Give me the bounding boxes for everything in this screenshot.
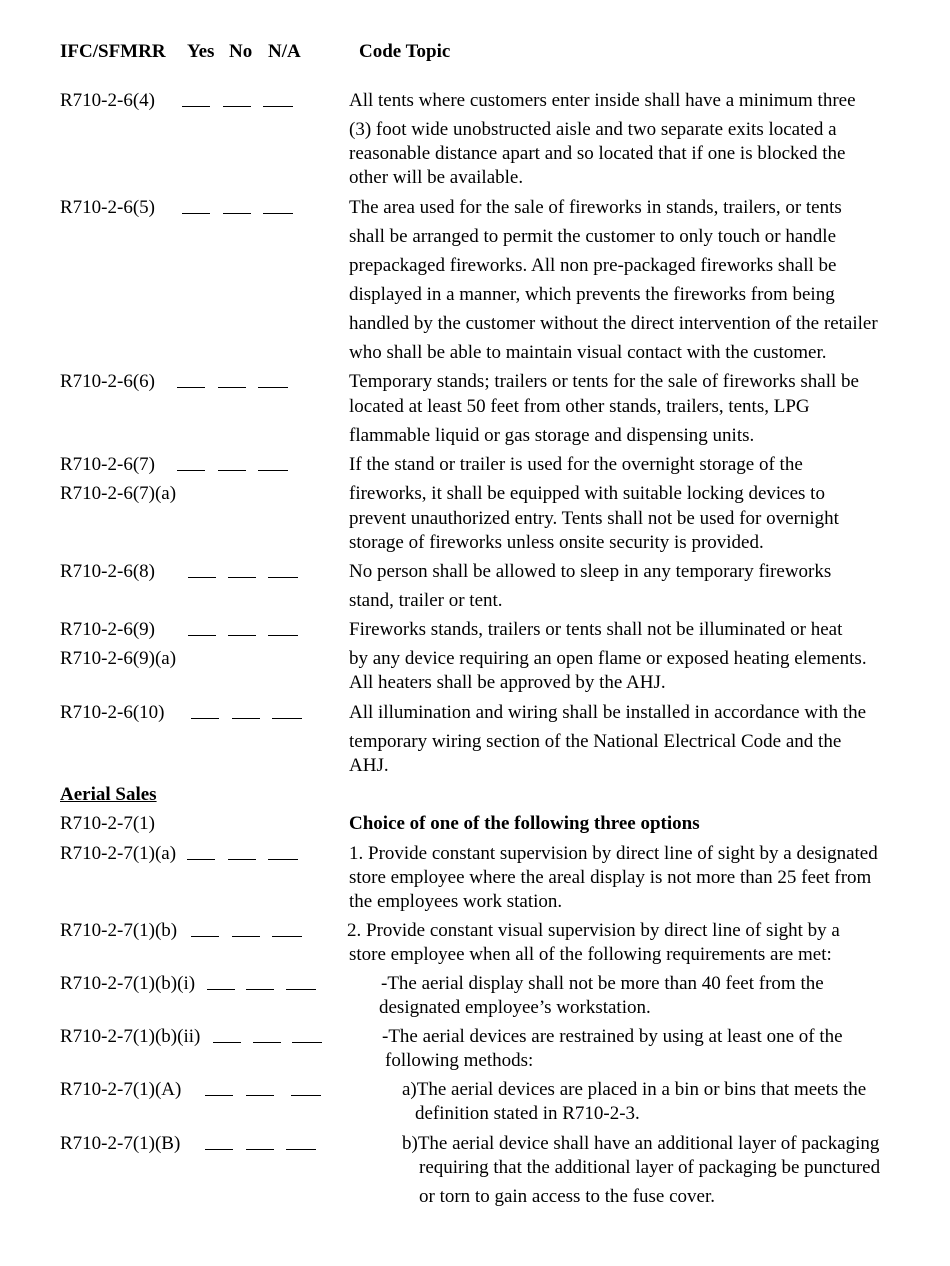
topic-line: No person shall be allowed to sleep in any temporary fireworks — [349, 561, 832, 582]
code-label: R710-2-6(9)(a) — [60, 648, 177, 669]
yes-blank[interactable] — [182, 213, 210, 214]
code-label: R710-2-7(1) — [60, 813, 155, 834]
topic-line: All illumination and wiring shall be installed in accordance with the — [349, 702, 867, 723]
topic-line: a)The aerial devices are placed in a bin or bins that meets the — [402, 1079, 867, 1100]
code-label: R710-2-7(1)(b)(ii) — [60, 1026, 201, 1047]
topic-line: other will be available. — [349, 167, 524, 188]
no-blank[interactable] — [253, 1042, 281, 1043]
topic-line: definition stated in R710-2-3. — [415, 1103, 640, 1124]
header-yes: Yes — [187, 41, 215, 62]
yes-blank[interactable] — [207, 989, 235, 990]
yes-blank[interactable] — [188, 577, 216, 578]
na-blank[interactable] — [263, 106, 293, 107]
topic-line: fireworks, it shall be equipped with suitable locking devices to — [349, 483, 825, 504]
topic-line: -The aerial devices are restrained by using at least one of the — [382, 1026, 843, 1047]
na-blank[interactable] — [272, 718, 302, 719]
na-blank[interactable] — [268, 577, 298, 578]
code-label: R710-2-7(1)(A) — [60, 1079, 182, 1100]
topic-line: store employee where the areal display is not more than 25 feet from — [349, 867, 872, 888]
no-blank[interactable] — [223, 106, 251, 107]
topic-line: All heaters shall be approved by the AHJ. — [349, 672, 666, 693]
topic-line: Temporary stands; trailers or tents for the sale of fireworks shall be — [349, 371, 859, 392]
topic-line: handled by the customer without the direct intervention of the retailer — [349, 313, 878, 334]
no-blank[interactable] — [246, 989, 274, 990]
yes-blank[interactable] — [188, 635, 216, 636]
code-label: R710-2-7(1)(b)(i) — [60, 973, 196, 994]
topic-line: prepackaged fireworks. All non pre-packaged fireworks shall be — [349, 255, 837, 276]
no-blank[interactable] — [223, 213, 251, 214]
options-heading: Choice of one of the following three options — [349, 813, 700, 834]
topic-line: The area used for the sale of fireworks in stands, trailers, or tents — [349, 197, 842, 218]
yes-blank[interactable] — [191, 936, 219, 937]
code-label: R710-2-7(1)(B) — [60, 1133, 181, 1154]
topic-line: -The aerial display shall not be more than 40 feet from the — [381, 973, 824, 994]
header-code-topic: Code Topic — [359, 41, 451, 62]
no-blank[interactable] — [246, 1095, 274, 1096]
code-label: R710-2-6(4) — [60, 90, 155, 111]
code-label: R710-2-7(1)(a) — [60, 843, 177, 864]
topic-line: prevent unauthorized entry. Tents shall not be used for overnight — [349, 508, 839, 529]
topic-line: (3) foot wide unobstructed aisle and two separate exits located a — [349, 119, 837, 140]
yes-blank[interactable] — [205, 1149, 233, 1150]
topic-line: the employees work station. — [349, 891, 563, 912]
topic-line: following methods: — [385, 1050, 534, 1071]
code-label: R710-2-6(7)(a) — [60, 483, 177, 504]
na-blank[interactable] — [286, 1149, 316, 1150]
topic-line: requiring that the additional layer of packaging be punctured — [419, 1157, 881, 1178]
yes-blank[interactable] — [182, 106, 210, 107]
topic-line: who shall be able to maintain visual contact with the customer. — [349, 342, 827, 363]
na-blank[interactable] — [268, 635, 298, 636]
no-blank[interactable] — [228, 859, 256, 860]
na-blank[interactable] — [292, 1042, 322, 1043]
section-heading-aerial-sales: Aerial Sales — [60, 784, 157, 805]
no-blank[interactable] — [232, 936, 260, 937]
yes-blank[interactable] — [177, 470, 205, 471]
na-blank[interactable] — [291, 1095, 321, 1096]
topic-line: Fireworks stands, trailers or tents shall not be illuminated or heat — [349, 619, 843, 640]
code-label: R710-2-6(10) — [60, 702, 165, 723]
topic-line: flammable liquid or gas storage and dispensing units. — [349, 425, 755, 446]
topic-line: 2. Provide constant visual supervision by direct line of sight by a — [347, 920, 840, 941]
code-label: R710-2-7(1)(b) — [60, 920, 178, 941]
na-blank[interactable] — [272, 936, 302, 937]
topic-line: b)The aerial device shall have an additional layer of packaging — [402, 1133, 880, 1154]
no-blank[interactable] — [228, 635, 256, 636]
topic-line: If the stand or trailer is used for the overnight storage of the — [349, 454, 803, 475]
code-label: R710-2-6(5) — [60, 197, 155, 218]
header-no: No — [229, 41, 253, 62]
header-code-column: IFC/SFMRR — [60, 41, 166, 62]
code-label: R710-2-6(9) — [60, 619, 155, 640]
yes-blank[interactable] — [205, 1095, 233, 1096]
topic-line: All tents where customers enter inside shall have a minimum three — [349, 90, 856, 111]
topic-line: designated employee’s workstation. — [379, 997, 651, 1018]
topic-line: reasonable distance apart and so located that if one is blocked the — [349, 143, 846, 164]
code-label: R710-2-6(6) — [60, 371, 155, 392]
header-na: N/A — [268, 41, 301, 62]
na-blank[interactable] — [258, 470, 288, 471]
topic-line: store employee when all of the following requirements are met: — [349, 944, 832, 965]
topic-line: 1. Provide constant supervision by direct line of sight by a designated — [349, 843, 878, 864]
no-blank[interactable] — [218, 470, 246, 471]
no-blank[interactable] — [232, 718, 260, 719]
topic-line: AHJ. — [349, 755, 389, 776]
na-blank[interactable] — [286, 989, 316, 990]
code-label: R710-2-6(8) — [60, 561, 155, 582]
no-blank[interactable] — [228, 577, 256, 578]
code-label: R710-2-6(7) — [60, 454, 155, 475]
yes-blank[interactable] — [177, 387, 205, 388]
na-blank[interactable] — [263, 213, 293, 214]
na-blank[interactable] — [258, 387, 288, 388]
topic-line: temporary wiring section of the National Electrical Code and the — [349, 731, 842, 752]
topic-line: located at least 50 feet from other stands, trailers, tents, LPG — [349, 396, 810, 417]
topic-line: or torn to gain access to the fuse cover. — [419, 1186, 715, 1207]
na-blank[interactable] — [268, 859, 298, 860]
topic-line: stand, trailer or tent. — [349, 590, 503, 611]
yes-blank[interactable] — [191, 718, 219, 719]
yes-blank[interactable] — [187, 859, 215, 860]
topic-line: displayed in a manner, which prevents the fireworks from being — [349, 284, 835, 305]
topic-line: storage of fireworks unless onsite security is provided. — [349, 532, 764, 553]
topic-line: shall be arranged to permit the customer to only touch or handle — [349, 226, 836, 247]
topic-line: by any device requiring an open flame or exposed heating elements. — [349, 648, 867, 669]
no-blank[interactable] — [246, 1149, 274, 1150]
no-blank[interactable] — [218, 387, 246, 388]
yes-blank[interactable] — [213, 1042, 241, 1043]
